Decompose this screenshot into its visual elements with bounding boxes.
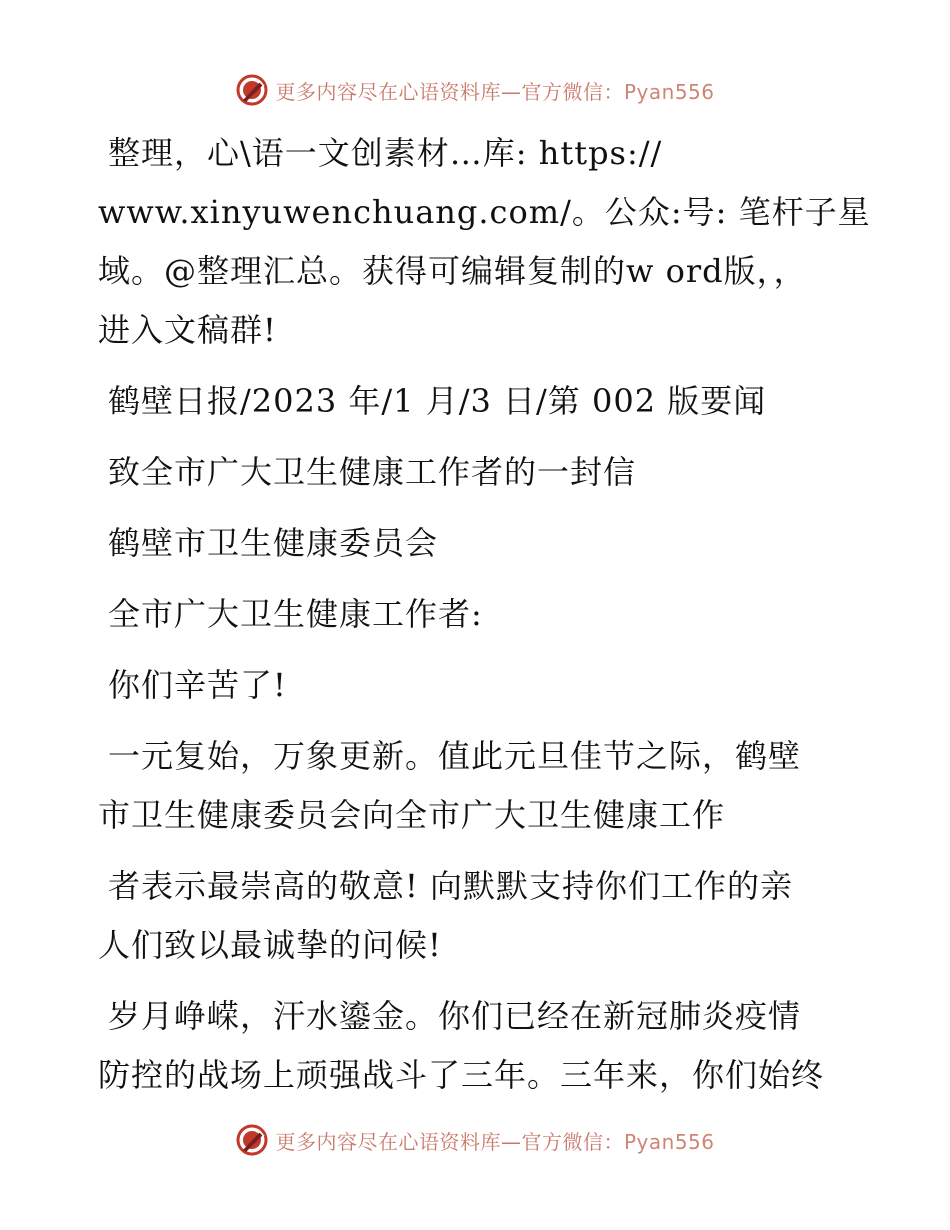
- paragraph-3-line-1: 岁月峥嵘，汗水鎏金。你们已经在新冠肺炎疫情: [108, 997, 802, 1035]
- letter-author: 鹤壁市卫生健康委员会: [108, 524, 439, 562]
- watermark-handle: Pyan556: [623, 79, 715, 104]
- watermark-label: 更多内容尽在心语资料库—官方微信：: [275, 79, 624, 104]
- watermark-footer: [0, 1120, 950, 1160]
- watermark-text: [275, 1126, 714, 1155]
- source-note-line-2: www.xinyuwenchuang.com/。公众:号: 笔杆子星: [98, 193, 871, 231]
- paragraph-1-line-2: 市卫生健康委员会向全市广大卫生健康工作: [98, 796, 726, 834]
- watermark-handle: Pyan556: [623, 1129, 715, 1154]
- watermark-text: [275, 76, 714, 105]
- source-note-line-1: 整理，心\语一文创素材…库: https://: [108, 134, 663, 172]
- watermark-header: [0, 70, 950, 110]
- pen-seal-logo-icon: [235, 1123, 269, 1157]
- letter-salutation: 全市广大卫生健康工作者:: [108, 595, 483, 633]
- newspaper-dateline: 鹤壁日报/2023 年/1 月/3 日/第 002 版要闻: [108, 382, 767, 420]
- letter-title: 致全市广大卫生健康工作者的一封信: [108, 453, 637, 491]
- source-note-line-3: 域。@整理汇总。获得可编辑复制的w ord版，，: [98, 252, 807, 290]
- paragraph-1-line-1: 一元复始，万象更新。值此元旦佳节之际，鹤壁: [108, 737, 802, 775]
- pen-seal-logo-icon: [235, 73, 269, 107]
- document-body: [98, 124, 871, 1105]
- paragraph-2-line-1: 者表示最崇高的敬意! 向默默支持你们工作的亲: [108, 867, 794, 905]
- watermark-label: 更多内容尽在心语资料库—官方微信：: [275, 1129, 624, 1154]
- paragraph-2-line-2: 人们致以最诚挚的问候!: [98, 926, 442, 964]
- paragraph-3-line-2: 防控的战场上顽强战斗了三年。三年来，你们始终: [98, 1056, 825, 1094]
- source-note-line-4: 进入文稿群!: [98, 311, 277, 349]
- letter-greeting: 你们辛苦了!: [108, 666, 287, 704]
